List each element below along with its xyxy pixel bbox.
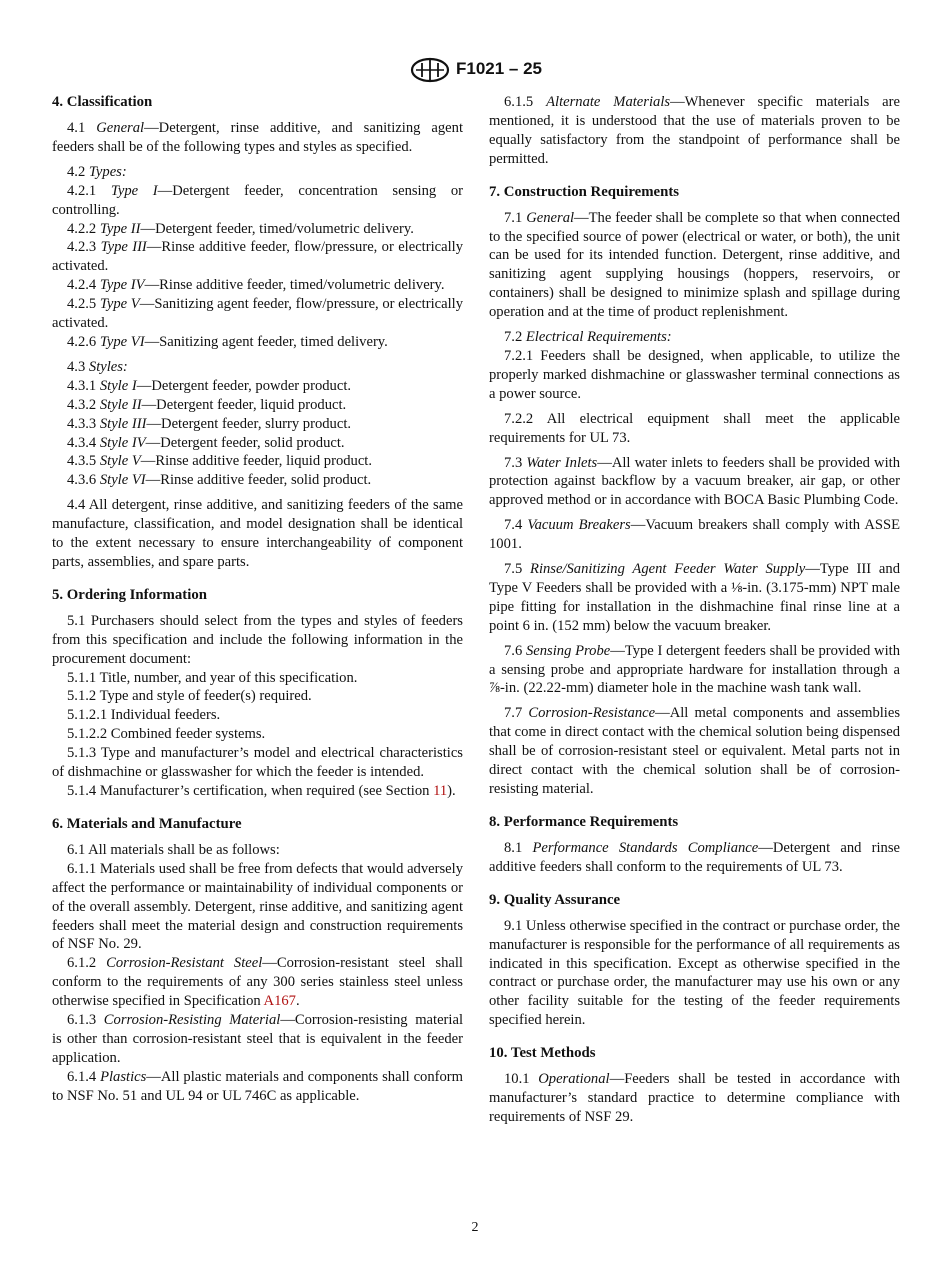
left-column <box>52 93 463 1106</box>
paragraph-4-3: 4.3 Styles: <box>67 358 128 375</box>
section-heading: 10. Test Methods <box>489 1045 596 1062</box>
right-column <box>489 93 900 1127</box>
paragraph-5-1-2: 5.1.2 Type and style of feeder(s) required. <box>67 688 312 705</box>
paragraph-5-1-2-2: 5.1.2.2 Combined feeder systems. <box>67 726 266 743</box>
paragraph-7-2: 7.2 Electrical Requirements: <box>504 329 672 346</box>
paragraph-5-1-4: 5.1.4 Manufacturer’s certification, when required (see Section 11). <box>67 783 456 799</box>
paragraph-5-1-1: 5.1.1 Title, number, and year of this specification. <box>67 669 358 686</box>
style-item: 4.3.2 Style II—Detergent feeder, liquid product. <box>67 396 347 413</box>
paragraph-7-3: 7.3 Water Inlets—All water inlets to feeders shall be provided with protection against backflow by a vacuum breaker, air gap, or other approved method or in accordance with BOCA Basic Plumbing Code. <box>489 454 900 509</box>
paragraph-6-1-4: 6.1.4 Plastics—All plastic materials and components shall conform to NSF No. 51 and UL 94 or UL 746C as applicable. <box>52 1068 464 1104</box>
section-11-link[interactable]: 11 <box>433 783 448 799</box>
paragraph-5-1: 5.1 Purchasers should select from the types and styles of feeders from this specification and include the following information in the procurement document: <box>52 612 463 667</box>
paragraph-4-2: 4.2 Types: <box>67 163 127 180</box>
a167-link[interactable]: A167 <box>263 993 296 1010</box>
paragraph-7-5: 7.5 Rinse/Sanitizing Agent Feeder Water Supply—Type III and Type V Feeders shall be provided with a ⅛-in. (3.175-mm) NPT male pipe fitting for installation in the dishmachine final rinse line at a point 6 in. (152 mm) below the vacuum breaker. <box>489 561 900 634</box>
paragraph-7-2-2: 7.2.2 All electrical equipment shall meet the applicable requirements for UL 73. <box>489 410 900 446</box>
section-heading: 4. Classification <box>52 94 153 110</box>
style-item: 4.3.5 Style V—Rinse additive feeder, liquid product. <box>67 453 373 470</box>
paragraph-5-1-2-1: 5.1.2.1 Individual feeders. <box>67 707 221 724</box>
type-item: 4.2.1 Type I—Detergent feeder, concentration sensing or controlling. <box>52 182 464 218</box>
paragraph-6-1-5: 6.1.5 Alternate Materials—Whenever specific materials are mentioned, it is understood that the use of materials proven to be equally satisfactory from the standpoint of performance shall be permitted. <box>489 94 900 167</box>
paragraph-6-1-1: 6.1.1 Materials used shall be free from defects that would adversely affect the performance or maintainability of individual components or of the overall assembly. Detergent, rinse additive, and sanitizing agent feeders shall meet the material design and construction requirements of NSF No. 29. <box>52 860 463 953</box>
paragraph-7-7: 7.7 Corrosion-Resistance—All metal components and assemblies that come in direct contact with the chemical solution being dispensed shall be of corrosion-resistant steel or equivalent. Metal parts not in direct contact with the chemical solution shall be of corrosion-resisting material. <box>489 705 901 797</box>
paragraph-9-1: 9.1 Unless otherwise specified in the contract or purchase order, the manufacturer is responsible for the performance of all requirements as indicated in this specification. Except as otherwise specified in the contract or purchase order, the manufacturer may use his own or any other facility suitable for the testing of the feeder requirements specified herein. <box>489 917 900 1029</box>
paragraph-4-4: 4.4 All detergent, rinse additive, and sanitizing feeders of the same manufacture, classification, and model designation shall be identical to the extent necessary to ensure interchangeability of component parts, assemblies, and spare parts. <box>52 497 463 570</box>
type-item: 4.2.2 Type II—Detergent feeder, timed/volumetric delivery. <box>67 220 414 237</box>
section-heading: 9. Quality Assurance <box>489 891 621 908</box>
style-item: 4.3.6 Style VI—Rinse additive feeder, solid product. <box>67 472 372 489</box>
paragraph-6-1: 6.1 All materials shall be as follows: <box>67 841 280 858</box>
document-id: F1021 – 25 <box>456 59 543 78</box>
style-item: 4.3.3 Style III—Detergent feeder, slurry product. <box>67 415 352 432</box>
section-heading: 7. Construction Requirements <box>489 183 680 200</box>
paragraph-7-1: 7.1 General—The feeder shall be complete so that when connected to the specified source of power (electrical or water, or both), the unit can be used for its intended function. Detergent, rinse additive, and sanitizing agent supplying housings (hoppers, reservoirs, or containers) shall be designed to minimize splash and spillage during operation and at the time of product replenishment. <box>489 209 900 321</box>
paragraph-4-1: 4.1 General—Detergent, rinse additive, and sanitizing agent feeders shall be of the following types and styles as specified. <box>52 120 464 155</box>
paragraph-7-6: 7.6 Sensing Probe—Type I detergent feeders shall be provided with a sensing probe and appropriate hardware for installation through a ⅞-in. (22.22-mm) diameter hole in the machine wash tank wall. <box>489 642 901 697</box>
type-item: 4.2.3 Type III—Rinse additive feeder, flow/pressure, or electrically activated. <box>52 239 464 275</box>
page-number: 2 <box>471 1220 479 1235</box>
paragraph-10-1: 10.1 Operational—Feeders shall be tested in accordance with manufacturer’s standard practice to determine compliance with requirements of NSF 29. <box>489 1071 900 1125</box>
section-heading: 5. Ordering Information <box>52 586 207 603</box>
paragraph-6-1-3: 6.1.3 Corrosion-Resisting Material—Corrosion-resisting material is other than corrosion-resistant steel that is equivalent in the feeder application. <box>52 1012 463 1066</box>
style-item: 4.3.1 Style I—Detergent feeder, powder product. <box>67 377 352 394</box>
section-heading: 6. Materials and Manufacture <box>52 815 242 832</box>
type-item: 4.2.4 Type IV—Rinse additive feeder, timed/volumetric delivery. <box>67 277 445 294</box>
type-item: 4.2.5 Type V—Sanitizing agent feeder, flow/pressure, or electrically activated. <box>52 296 463 332</box>
paragraph-7-4: 7.4 Vacuum Breakers—Vacuum breakers shall comply with ASSE 1001. <box>489 517 901 553</box>
paragraph-8-1: 8.1 Performance Standards Compliance—Detergent and rinse additive feeders shall conform to the requirements of UL 73. <box>489 839 900 875</box>
page-header <box>0 57 950 83</box>
astm-logo-icon <box>410 57 450 83</box>
section-heading: 8. Performance Requirements <box>489 813 679 830</box>
paragraph-6-1-2: 6.1.2 Corrosion-Resistant Steel—Corrosion-resistant steel shall conform to the requirements of any 300 series stainless steel unless otherwise specified in Specification A167. <box>52 955 463 1010</box>
style-item: 4.3.4 Style IV—Detergent feeder, solid product. <box>67 434 345 451</box>
type-item: 4.2.6 Type VI—Sanitizing agent feeder, timed delivery. <box>67 333 388 350</box>
paragraph-7-2-1: 7.2.1 Feeders shall be designed, when applicable, to utilize the properly marked dishmachine or glasswasher terminal connections as a power source. <box>489 347 900 402</box>
paragraph-5-1-3: 5.1.3 Type and manufacturer’s model and electrical characteristics of dishmachine or glasswasher for which the feeder is intended. <box>52 745 463 781</box>
